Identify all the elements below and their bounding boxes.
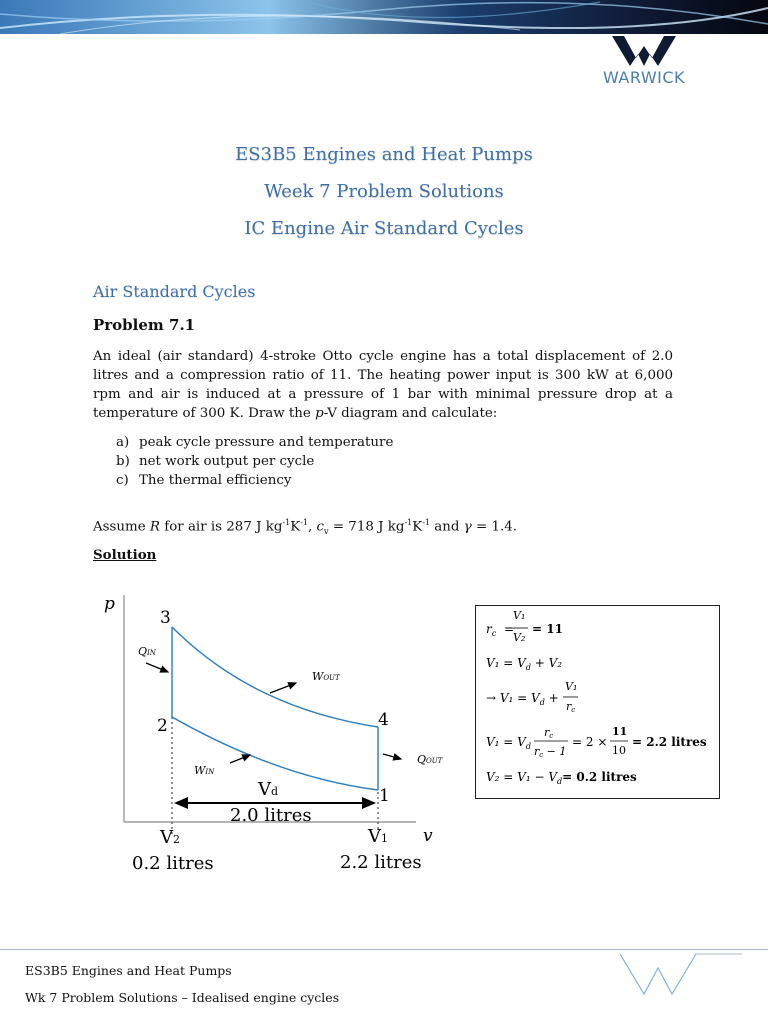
assume-part: K — [290, 519, 301, 535]
eq1-num: V₁ — [513, 609, 526, 622]
vd-value: 2.0 litres — [230, 805, 312, 826]
assume-symbol-cv: c — [316, 519, 325, 535]
title-course: ES3B5 Engines and Heat Pumps — [235, 144, 533, 165]
assume-part: = 718 J kg — [328, 519, 405, 535]
eq2: $V_1 = V_d + V_2$ — [486, 656, 563, 672]
assume-part: for air is 287 J kg — [160, 519, 283, 535]
q-in-label: QIN — [138, 645, 156, 658]
assume-sup: -1 — [422, 518, 431, 527]
eq1-result: = 11 — [532, 622, 563, 636]
eq4-num2: 11 — [612, 725, 628, 738]
p-axis-label: p — [104, 594, 115, 614]
assume-part: and — [430, 519, 464, 535]
eq5: $V_2 = V_1 - V_d= 0.2$ litres — [486, 770, 637, 786]
eq3: → $V_1 = V_d$ + — [486, 691, 559, 707]
equation-box — [475, 605, 720, 799]
assume-sup: -1 — [300, 518, 309, 527]
header-banner — [0, 0, 768, 34]
list-item-label: c) — [116, 473, 129, 488]
assume-part: = 1.4. — [471, 519, 518, 535]
list-item-label: a) — [116, 435, 130, 450]
equations-svg — [476, 606, 719, 798]
assume-symbol-r: R — [149, 519, 161, 535]
assume-symbol-gamma: γ — [463, 519, 472, 535]
list-item-label: b) — [116, 454, 130, 469]
footer-w-graphic — [612, 950, 742, 998]
banner-graphic — [0, 0, 768, 34]
section-heading: Air Standard Cycles — [93, 282, 256, 301]
eq4-mid: = 2 × — [572, 735, 608, 749]
v1-value: 2.2 litres — [340, 852, 422, 873]
eq4-den2: 10 — [612, 744, 626, 757]
q-in-arrow — [146, 663, 168, 672]
eq4-den: rc − 1 — [534, 745, 567, 759]
q-out-label: QOUT — [417, 753, 443, 766]
statement-part-1: An ideal (air standard) 4-stroke Otto cycle engine has a total displacement of 2.0 litres and a compression ratio of 11. The heating power input is 300 kW at 6,000 rpm and air is induced at a pressure of 1 bar with minimal pressure drop at a temperature of 300 K. Draw the — [93, 349, 673, 421]
footer-course: ES3B5 Engines and Heat Pumps — [25, 963, 232, 978]
list-item-text: net work output per cycle — [139, 454, 315, 469]
list-item-text: peak cycle pressure and temperature — [139, 435, 394, 450]
w-in-label: WIN — [194, 764, 215, 777]
assume-sup: -1 — [404, 518, 413, 527]
eq1-den: V₂ — [513, 631, 526, 644]
compression-curve — [172, 717, 378, 790]
document-titles — [0, 140, 768, 251]
assume-sup: -1 — [282, 518, 291, 527]
assume-part: K — [412, 519, 423, 535]
footer-w-icon — [612, 950, 742, 1002]
problem-statement — [93, 347, 673, 423]
statement-italic-p: p — [315, 406, 324, 421]
q-out-arrow — [383, 754, 401, 759]
eq3-num: V₁ — [565, 680, 578, 693]
w-in-arrow — [230, 755, 250, 763]
eq3-den: rc — [566, 700, 576, 714]
logo-text: WARWICK — [602, 68, 686, 87]
assume-sub: v — [324, 527, 329, 537]
task-list — [116, 433, 393, 490]
title-week: Week 7 Problem Solutions — [264, 181, 504, 202]
eq1-equals: = — [504, 622, 515, 636]
warwick-logo — [596, 36, 692, 92]
eq4-result: = 2.2 litres — [632, 735, 707, 749]
v2-value: 0.2 litres — [132, 853, 214, 874]
pv-diagram-svg — [80, 585, 470, 885]
v2-label: V2 — [160, 827, 180, 848]
eq4-lhs: $V_1 = V_d$ — [486, 735, 531, 751]
w-out-arrow — [270, 683, 296, 693]
v-axis-label: v — [423, 826, 433, 846]
pv-diagram — [80, 585, 470, 889]
list-item — [116, 471, 393, 490]
solution-label: Solution — [93, 547, 157, 563]
statement-part-2: -V diagram and calculate: — [323, 406, 498, 421]
footer-doc-title: Wk 7 Problem Solutions – Idealised engine cycles — [25, 990, 340, 1005]
point-3-label: 3 — [160, 608, 171, 628]
point-4-label: 4 — [378, 710, 389, 730]
point-1-label: 1 — [379, 786, 390, 806]
list-item — [116, 452, 393, 471]
title-topic: IC Engine Air Standard Cycles — [244, 218, 524, 239]
w-out-label: WOUT — [312, 670, 340, 683]
list-item — [116, 433, 393, 452]
vd-label: Vd — [258, 779, 279, 800]
problem-heading: Problem 7.1 — [93, 316, 196, 334]
expansion-curve — [172, 627, 378, 727]
v1-label: V1 — [368, 826, 388, 847]
eq1-lhs: $r_c$ — [486, 622, 497, 638]
eq4-num: rc — [544, 726, 554, 740]
list-item-text: The thermal efficiency — [139, 473, 292, 488]
assumption-text — [93, 518, 517, 536]
assume-part: Assume — [93, 519, 150, 535]
assume-part: , — [308, 519, 317, 535]
point-2-label: 2 — [157, 716, 168, 736]
warwick-w-icon — [596, 36, 692, 70]
